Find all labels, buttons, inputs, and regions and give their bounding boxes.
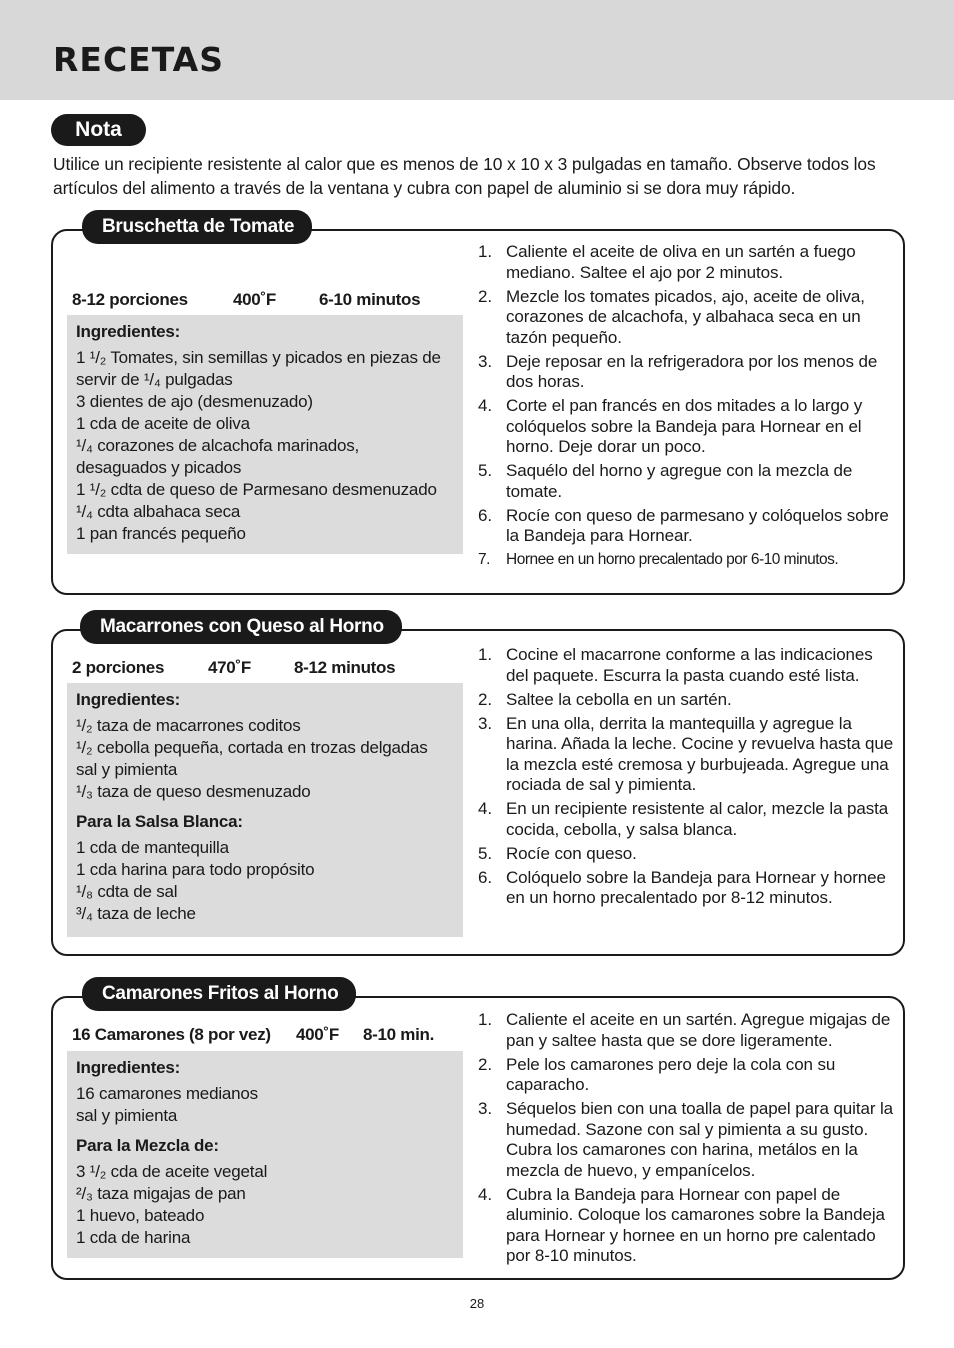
cook-time: 8-10 min. [363, 1025, 434, 1044]
step-item: 4. Corte el pan francés en dos mitades a lo largo y colóquelos sobre la Bandeja para Hornear en el horno. Deje dorar un poco. [478, 396, 863, 456]
step-item: 3. Séquelos bien con una toalla de papel para quitar la humedad. Sazone con sal y pimienta a su gusto. Cubra los camarones con harina, metálos en la mezcla de huevo, y empanícelos. [478, 1099, 894, 1180]
ingredient-item: 1 ¹/₂ Tomates, sin semillas y picados en piezas de servir de ¹/₄ pulgadas [76, 348, 441, 389]
servings: 8-12 porciones [72, 290, 188, 309]
ingredient-item: 1 huevo, bateado [76, 1206, 205, 1225]
recipe-title: Camarones Fritos al Horno [82, 977, 356, 1011]
sub-ingredients-heading: Para la Mezcla de: [76, 1136, 219, 1155]
ingredient-item: ¹/₈ cdta de sal [76, 882, 178, 901]
recipe-title: Bruschetta de Tomate [82, 210, 312, 244]
step-item: 4. En un recipiente resistente al calor, mezcle la pasta cocida, cebolla, y salsa blanca. [478, 799, 889, 839]
steps-list [478, 1010, 898, 1270]
ingredients-box [67, 315, 463, 554]
steps-list [478, 645, 898, 912]
ingredient-item: ³/₄ taza de leche [76, 904, 196, 923]
temperature: 400˚F [233, 290, 276, 309]
page-header [0, 0, 954, 100]
step-item: 1. Caliente el aceite en un sartén. Agregue migajas de pan y saltee hasta que se dore ligeramente. [478, 1010, 891, 1050]
ingredient-item: 3 dientes de ajo (desmenuzado) [76, 392, 313, 411]
temperature: 400˚F [296, 1025, 339, 1044]
step-item: 7. Hornee en un horno precalentado por 6-10 minutos. [478, 551, 839, 568]
ingredients-heading: Ingredientes: [76, 322, 181, 341]
step-item: 2. Saltee la cebolla en un sartén. [478, 689, 732, 709]
steps-list [478, 242, 898, 574]
ingredient-item: 1 pan francés pequeño [76, 524, 246, 543]
ingredient-item: ¹/₄ cdta albahaca seca [76, 502, 241, 521]
note-label: Nota [51, 114, 146, 146]
step-item: 4. Cubra la Bandeja para Hornear con papel de aluminio. Coloque los camarones sobre la Bandeja para Hornear y hornee en un horno pre calentado por 8-10 minutos. [478, 1184, 885, 1265]
cook-time: 8-12 minutos [294, 658, 396, 677]
page-title: RECETAS [53, 40, 224, 79]
ingredient-item: ²/₃ taza migajas de pan [76, 1184, 246, 1203]
ingredient-item: 1 cda de aceite de oliva [76, 414, 250, 433]
step-item: 1. Caliente el aceite de oliva en un sartén a fuego mediano. Saltee el ajo por 2 minutos. [478, 242, 856, 282]
step-item: 2. Pele los camarones pero deje la cola con su caparacho. [478, 1054, 836, 1094]
ingredients-heading: Ingredientes: [76, 1058, 181, 1077]
ingredients-box [67, 683, 463, 937]
step-item: 6. Colóquelo sobre la Bandeja para Hornear y hornee en un horno precalentado por 8-12 minutos. [478, 867, 886, 907]
ingredient-item: 1 ¹/₂ cdta de queso de Parmesano desmenuzado [76, 480, 437, 499]
ingredient-item: ¹/₂ cebolla pequeña, cortada en trozas delgadas [76, 738, 428, 757]
step-item: 3. En una olla, derrita la mantequilla y agregue la harina. Añada la leche. Cocine y revuelva hasta que la mezcla esté cremosa y burbujeada. Agregue una rociada de sal y pimienta. [478, 713, 894, 794]
sub-ingredients-heading: Para la Salsa Blanca: [76, 812, 243, 831]
recipe-title: Macarrones con Queso al Horno [80, 610, 402, 644]
ingredient-item: sal y pimienta [76, 760, 178, 779]
ingredient-item: sal y pimienta [76, 1106, 178, 1125]
step-item: 6. Rocíe con queso de parmesano y colóquelos sobre la Bandeja para Hornear. [478, 505, 889, 545]
step-item: 3. Deje reposar en la refrigeradora por los menos de dos horas. [478, 351, 878, 391]
ingredient-item: ¹/₂ taza de macarrones coditos [76, 716, 301, 735]
ingredient-item: ¹/₄ corazones de alcachofa marinados, desaguados y picados [76, 436, 360, 477]
ingredients-heading: Ingredientes: [76, 690, 181, 709]
ingredient-item: 16 camarones medianos [76, 1084, 258, 1103]
cook-time: 6-10 minutos [319, 290, 421, 309]
temperature: 470˚F [208, 658, 251, 677]
page-number: 28 [469, 1296, 485, 1311]
servings: 16 Camarones (8 por vez) [72, 1025, 271, 1044]
ingredient-item: ¹/₃ taza de queso desmenuzado [76, 782, 311, 801]
ingredient-item: 1 cda de mantequilla [76, 838, 229, 857]
servings: 2 porciones [72, 658, 165, 677]
step-item: 5. Saquélo del horno y agregue con la mezcla de tomate. [478, 461, 853, 501]
step-item: 1. Cocine el macarrone conforme a las indicaciones del paquete. Escurra la pasta cuando esté lista. [478, 645, 873, 685]
step-item: 2. Mezcle los tomates picados, ajo, aceite de oliva, corazones de alcachofa, y albahaca seca en un tazón pequeño. [478, 286, 865, 347]
ingredients-box [67, 1051, 463, 1258]
ingredient-item: 3 ¹/₂ cda de aceite vegetal [76, 1162, 268, 1181]
ingredient-item: 1 cda harina para todo propósito [76, 860, 315, 879]
step-item: 5. Rocíe con queso. [478, 843, 637, 863]
ingredient-item: 1 cda de harina [76, 1228, 191, 1247]
note-text: Utilice un recipiente resistente al calor que es menos de 10 x 10 x 3 pulgadas en tamaño. Observe todos los artículos del alimento a través de la ventana y cubra con papel de aluminio si se dora muy rápido. [53, 154, 876, 198]
